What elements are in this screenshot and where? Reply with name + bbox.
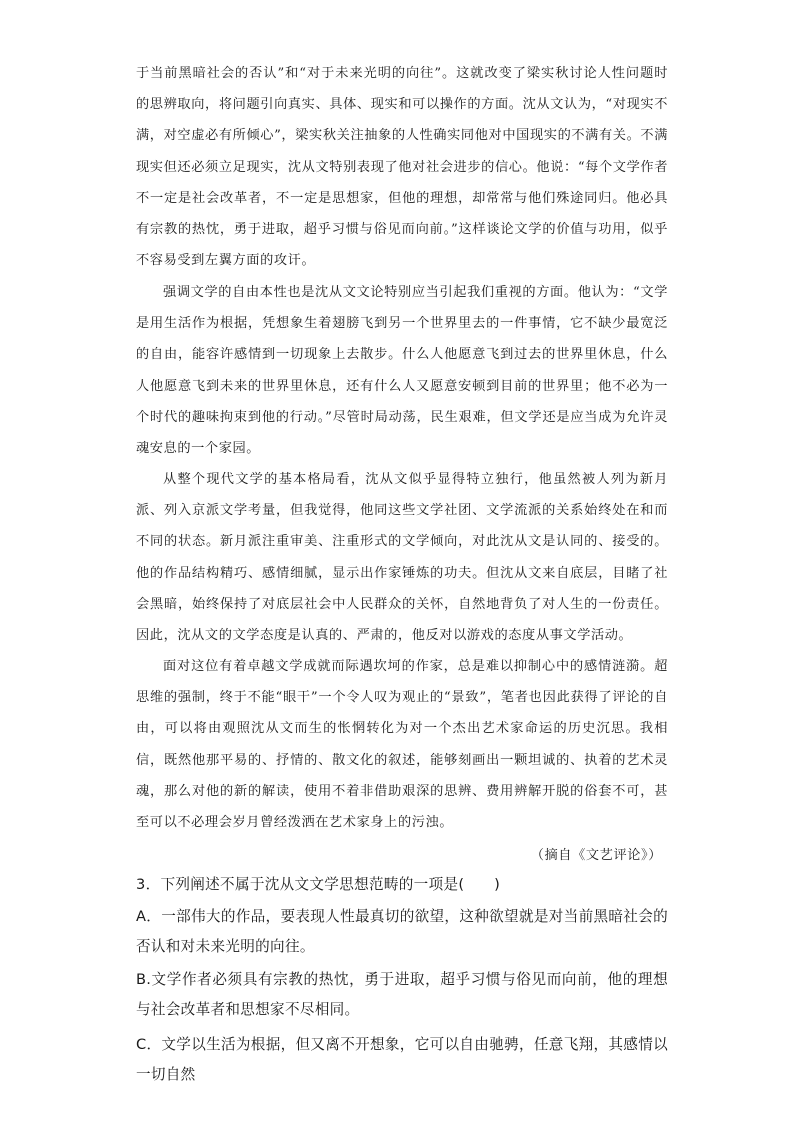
article-paragraph-3: 从整个现代文学的基本格局看，沈从文似乎显得特立独行，他虽然被人列为新月派、列入京派文学考量，但我觉得，他同这些文学社团、文学流派的关系始终处在和而不同的状态。新月派注重审美、注重形式的文学倾向，对此沈从文是认同的、接受的。他的作品结构精巧、感情细腻，显示出作家锤炼的功夫。但沈从文来自底层，目睹了社会黑暗，始终保持了对底层社会中人民群众的关怀，自然地背负了对人生的一份责任。因此，沈从文的文学态度是认真的、严肃的，他反对以游戏的态度从事文学活动。 — [136, 472, 668, 644]
question-stem: 3．下列阐述不属于沈从文文学思想范畴的一项是( ) — [136, 876, 501, 893]
article-paragraph-2: 强调文学的自由本性也是沈从文文论特别应当引起我们重视的方面。他认为：“文学是用生活作为根据，凭想象生着翅膀飞到另一个世界里去的一件事情，它不缺少最宽泛的自由，能容许感情到一切现象上去散步。什么人他愿意飞到过去的世界里休息，什么人他愿意飞到未来的世界里休息，还有什么人又愿意安顿到目前的世界里；他不必为一个时代的趣味拘束到他的行动。”尽管时局动荡，民生艰难，但文学还是应当成为允许灵魂安息的一个家园。 — [136, 285, 668, 457]
source-citation: （摘自《文艺评论》） — [530, 848, 662, 863]
article-paragraph-1: 于当前黑暗社会的否认”和“对于未来光明的向往”。这就改变了梁实秋讨论人性问题时的思辨取向，将问题引向真实、具体、现实和可以操作的方面。沈从文认为，“对现实不满，对空虚必有所倾心”，梁实秋关注抽象的人性确实同他对中国现实的不满有关。不满现实但还必须立足现实，沈从文特别表现了他对社会进步的信心。他说：“每个文学作者不一定是社会改革者，不一定是思想家，但他的理想，却常常与他们殊途同归。他必具有宗教的热忱，勇于进取，超乎习惯与俗见而向前。”这样谈论文学的价值与功用，似乎不容易受到左翼方面的攻讦。 — [136, 66, 668, 269]
question-option-c: C．文学以生活为根据，但又离不开想象，它可以自由驰骋，任意飞翔，其感情以一切自然 — [136, 1036, 668, 1083]
question-option-b: B.文学作者必须具有宗教的热忱，勇于进取，超乎习惯与俗见而向前，他的理想与社会改革者和思想家不尽相同。 — [136, 971, 668, 1018]
question-option-a: A．一部伟大的作品，要表现人性最真切的欲望，这种欲望就是对当前黑暗社会的否认和对未来光明的向往。 — [136, 908, 668, 955]
article-paragraph-4: 面对这位有着卓越文学成就而际遇坎坷的作家，总是难以抑制心中的感情涟漪。超思维的强制，终于不能“眼干”一个令人叹为观止的“景致”，笔者也因此获得了评论的自由，可以将由观照沈从文而生的怅惘转化为对一个杰出艺术家命运的历史沉思。我相信，既然他那平易的、抒情的、散文化的叙述，能够刻画出一颗坦诚的、执着的艺术灵魂，那么对他的新的解读，使用不着非借助艰深的思辨、费用辨解开脱的俗套不可，甚至可以不必理会岁月曾经泼洒在艺术家身上的污浊。 — [136, 659, 668, 831]
